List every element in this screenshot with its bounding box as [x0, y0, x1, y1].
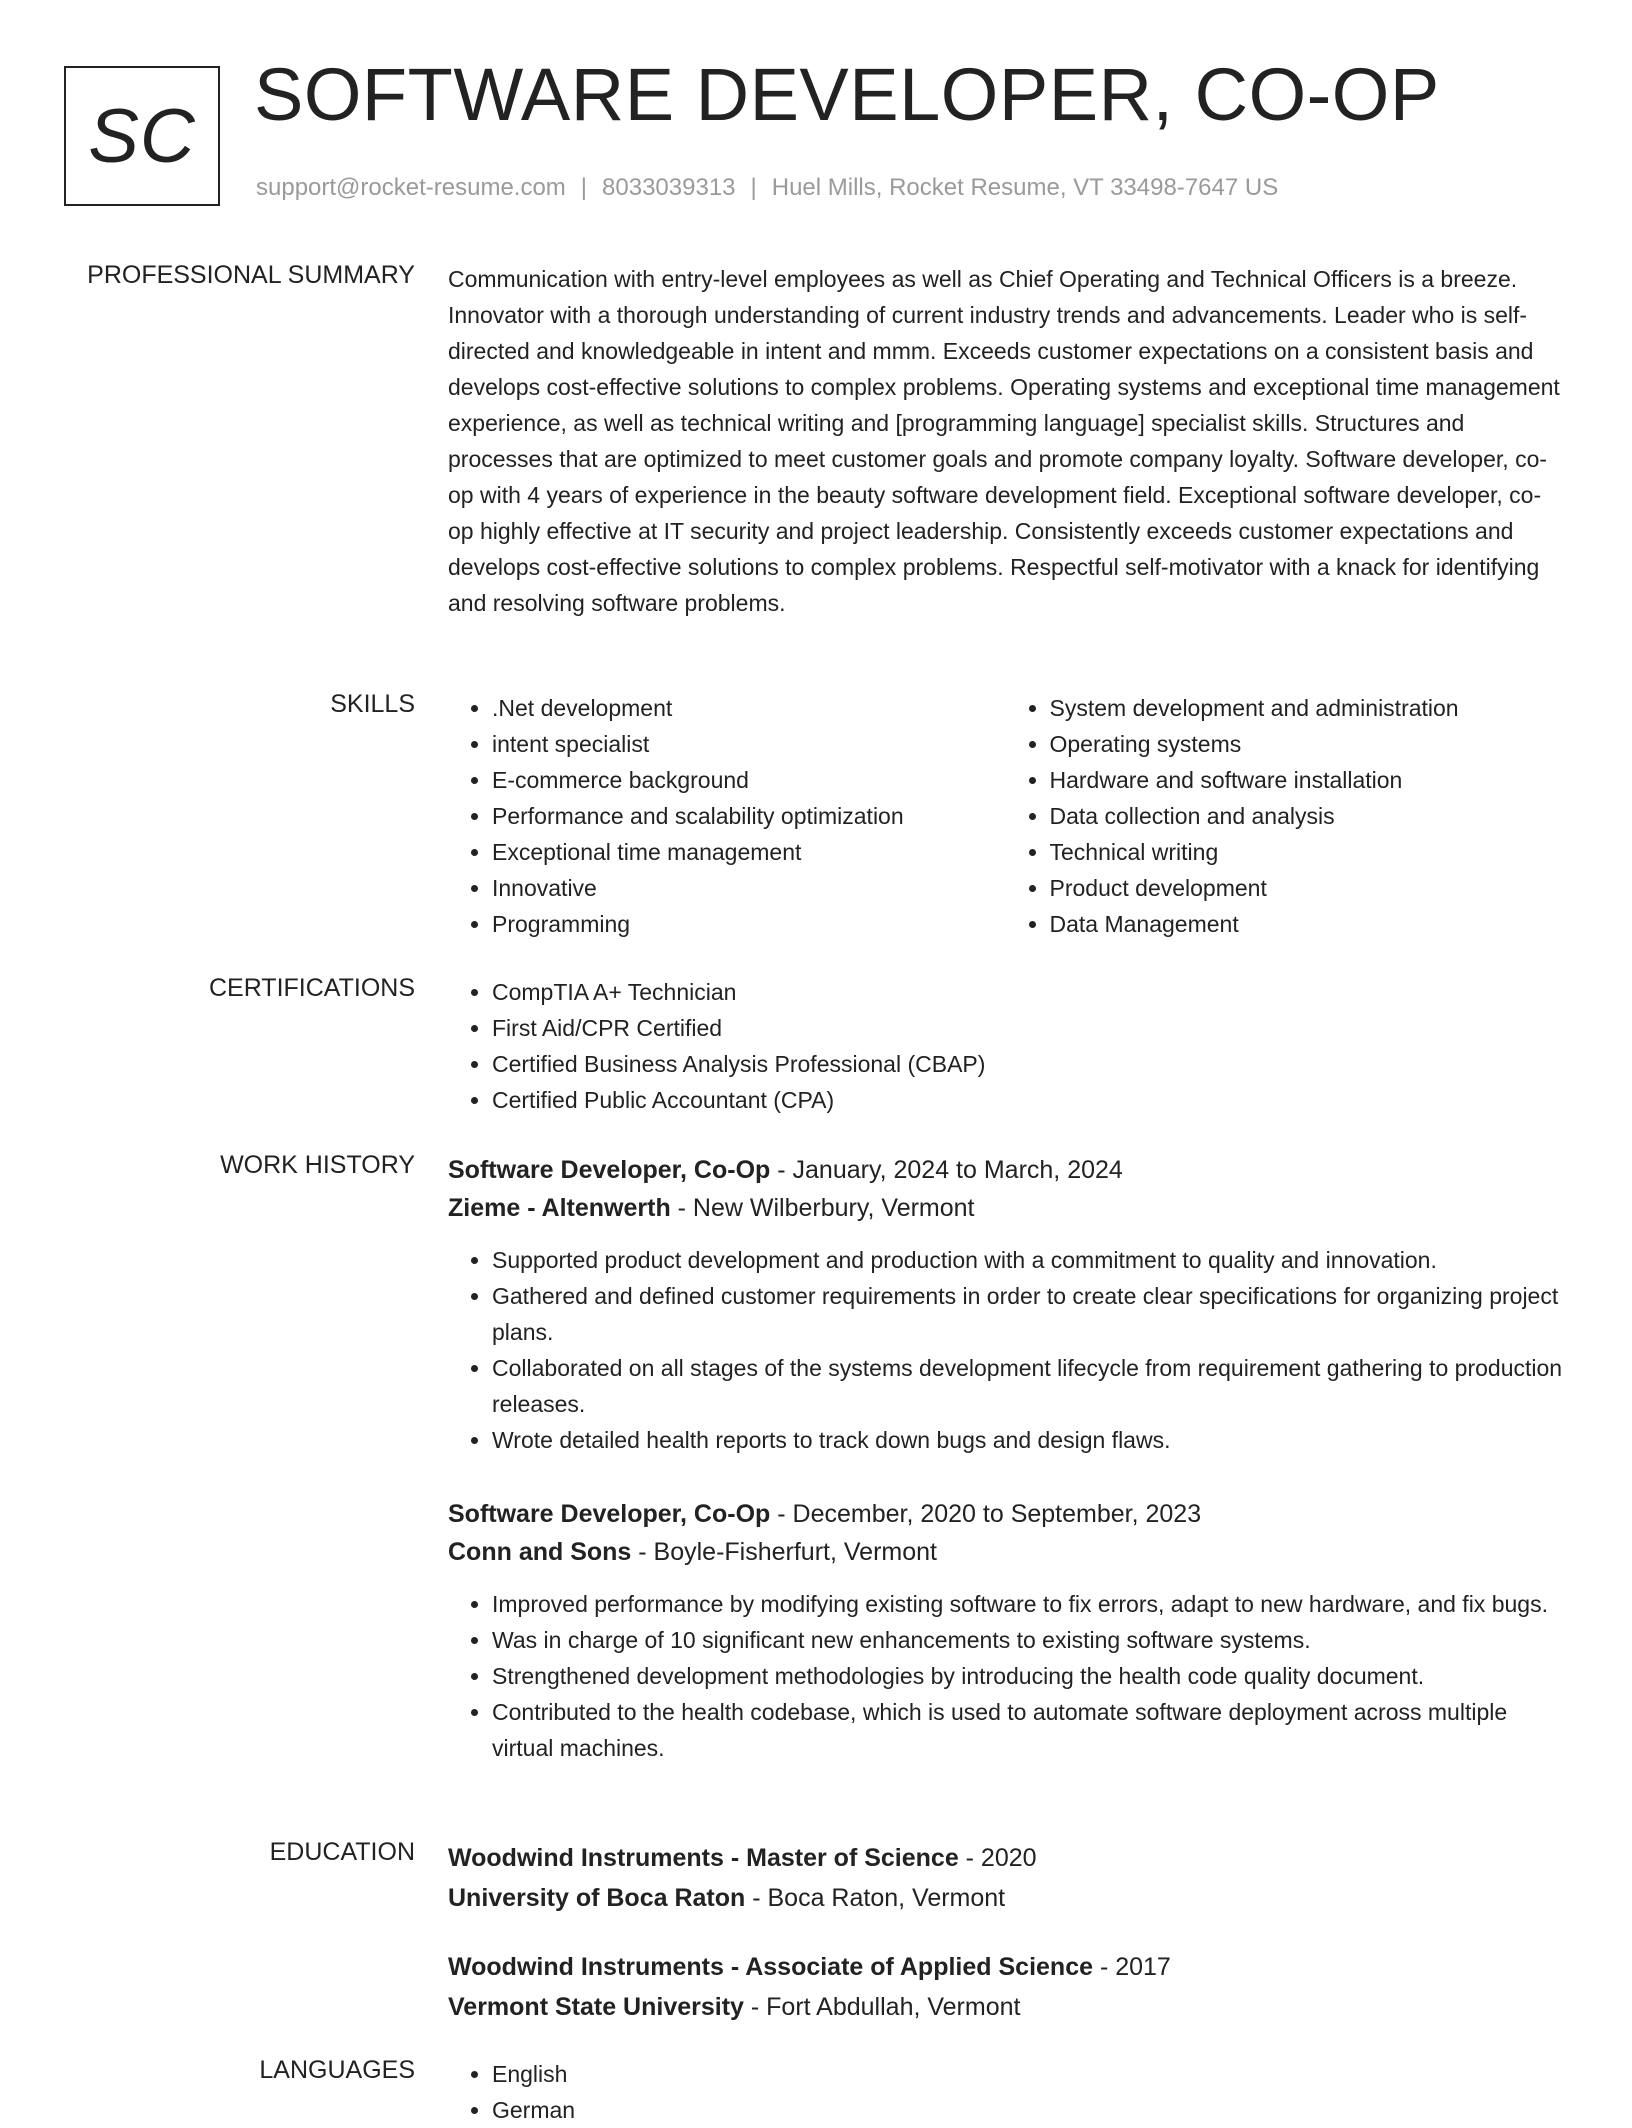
skill-item: • System development and administration — [1050, 690, 1564, 726]
certification-item: • Certified Public Accountant (CPA) — [492, 1082, 1563, 1118]
skill-item: • Hardware and software installation — [1050, 762, 1564, 798]
job-bullet: • Gathered and defined customer requirements in order to create clear specifications for organizing project plans. — [492, 1278, 1563, 1350]
skills-columns — [448, 690, 1563, 942]
contact-phone[interactable]: 8033039313 — [602, 174, 736, 201]
job-title-line — [448, 1495, 1563, 1533]
job-entry — [448, 1151, 1563, 1458]
skills-label: SKILLS — [330, 690, 415, 718]
job-bullet: • Supported product development and production with a commitment to quality and innovation. — [492, 1242, 1563, 1278]
languages-body — [448, 2056, 1563, 2128]
monogram-badge — [64, 66, 220, 206]
education-entry — [448, 1947, 1563, 2027]
contact-separator: | — [580, 174, 588, 201]
education-location: - Fort Abdullah, Vermont — [743, 1993, 1021, 2021]
job-title-line — [448, 1151, 1563, 1189]
work-history-body — [448, 1151, 1563, 1766]
job-bullet: • Collaborated on all stages of the systems development lifecycle from requirement gathering to production releases. — [492, 1350, 1563, 1422]
work-history-label: WORK HISTORY — [220, 1151, 415, 1179]
skill-item: • E-commerce background — [492, 762, 1006, 798]
summary-label: PROFESSIONAL SUMMARY — [87, 261, 415, 289]
resume-title: SOFTWARE DEVELOPER, CO-OP — [254, 53, 1440, 136]
contact-separator: | — [750, 174, 757, 201]
monogram-initials: SC — [88, 93, 196, 179]
education-school: University of Boca Raton — [448, 1884, 746, 1912]
job-dates: - January, 2024 to March, 2024 — [770, 1156, 1123, 1184]
education-location: - Boca Raton, Vermont — [745, 1884, 1006, 1912]
job-location: - New Wilberbury, Vermont — [670, 1194, 975, 1222]
skill-item: • Data Management — [1050, 906, 1564, 942]
skill-item: • Data collection and analysis — [1050, 798, 1564, 834]
job-bullet: • Was in charge of 10 significant new enhancements to existing software systems. — [492, 1622, 1563, 1658]
education-year: - 2017 — [1093, 1953, 1171, 1981]
job-bullets — [448, 1242, 1563, 1458]
skills-list-left — [448, 690, 1006, 942]
contact-address: Huel Mills, Rocket Resume, VT 33498-7647 US — [771, 174, 1279, 201]
education-degree: Woodwind Instruments - Associate of Applied Science — [448, 1953, 1093, 1981]
education-year: - 2020 — [958, 1844, 1037, 1872]
job-bullets — [448, 1586, 1563, 1766]
education-entry — [448, 1838, 1563, 1918]
job-company: Zieme - Altenwerth — [448, 1194, 671, 1222]
job-location: - Boyle-Fisherfurt, Vermont — [631, 1538, 937, 1566]
education-body — [448, 1838, 1563, 2027]
education-degree: Woodwind Instruments - Master of Science — [448, 1844, 959, 1872]
skill-item: • Innovative — [492, 870, 1006, 906]
skill-item: • Product development — [1050, 870, 1564, 906]
education-school-line — [448, 1878, 1563, 1918]
summary-text: Communication with entry-level employees as well as Chief Operating and Technical Officers is a breeze. Innovator with a thorough understanding of current industry trends and advancements. Leader who is self-directed and knowledgeable in intent and mmm. Exceeds customer expectations on a consistent basis and develops cost-effective solutions to complex problems. Operating systems and exceptional time management experience, as well as technical writing and [programming language] specialist skills. Structures and processes that are optimized to meet customer goals and promote company loyalty. Software developer, co-op with 4 years of experience in the beauty software development field. Exceptional software developer, co-op highly effective at IT security and project leadership. Consistently exceeds customer expectations and develops cost-effective solutions to complex problems. Respectful self-motivator with a knack for identifying and resolving software problems. — [448, 266, 1560, 616]
skill-item: • Performance and scalability optimization — [492, 798, 1006, 834]
job-company-line — [448, 1189, 1563, 1227]
certification-item: • Certified Business Analysis Professional (CBAP) — [492, 1046, 1563, 1082]
certification-item: • First Aid/CPR Certified — [492, 1010, 1563, 1046]
job-bullet: • Wrote detailed health reports to track down bugs and design flaws. — [492, 1422, 1563, 1458]
skill-item: • Operating systems — [1050, 726, 1564, 762]
job-dates: - December, 2020 to September, 2023 — [770, 1500, 1202, 1528]
contact-line — [256, 174, 1278, 202]
languages-label: LANGUAGES — [259, 2056, 415, 2084]
contact-email[interactable]: support@rocket-resume.com — [256, 174, 566, 201]
certifications-list — [448, 974, 1563, 1118]
languages-list — [448, 2056, 1563, 2128]
job-company: Conn and Sons — [448, 1538, 632, 1566]
skill-item: • .Net development — [492, 690, 1006, 726]
job-bullet: • Contributed to the health codebase, which is used to automate software deployment across multiple virtual machines. — [492, 1694, 1563, 1766]
job-title: Software Developer, Co-Op — [448, 1156, 771, 1184]
job-bullet: • Improved performance by modifying existing software to fix errors, adapt to new hardware, and fix bugs. — [492, 1586, 1563, 1622]
certifications-label: CERTIFICATIONS — [208, 974, 415, 1002]
skill-item: • intent specialist — [492, 726, 1006, 762]
language-item: • English — [492, 2056, 1563, 2092]
education-degree-line — [448, 1838, 1563, 1878]
skill-item: • Exceptional time management — [492, 834, 1006, 870]
certifications-body — [448, 974, 1563, 1118]
language-item: • German — [492, 2092, 1563, 2128]
skill-item: • Technical writing — [1050, 834, 1564, 870]
education-degree-line — [448, 1947, 1563, 1987]
certification-item: • CompTIA A+ Technician — [492, 974, 1563, 1010]
education-school-line — [448, 1987, 1563, 2027]
job-company-line — [448, 1533, 1563, 1571]
job-title: Software Developer, Co-Op — [448, 1500, 771, 1528]
skill-item: • Programming — [492, 906, 1006, 942]
education-school: Vermont State University — [448, 1993, 744, 2021]
job-entry — [448, 1495, 1563, 1766]
job-bullet: • Strengthened development methodologies by introducing the health code quality document. — [492, 1658, 1563, 1694]
skills-list-right — [1006, 690, 1564, 942]
education-label: EDUCATION — [269, 1838, 415, 1866]
